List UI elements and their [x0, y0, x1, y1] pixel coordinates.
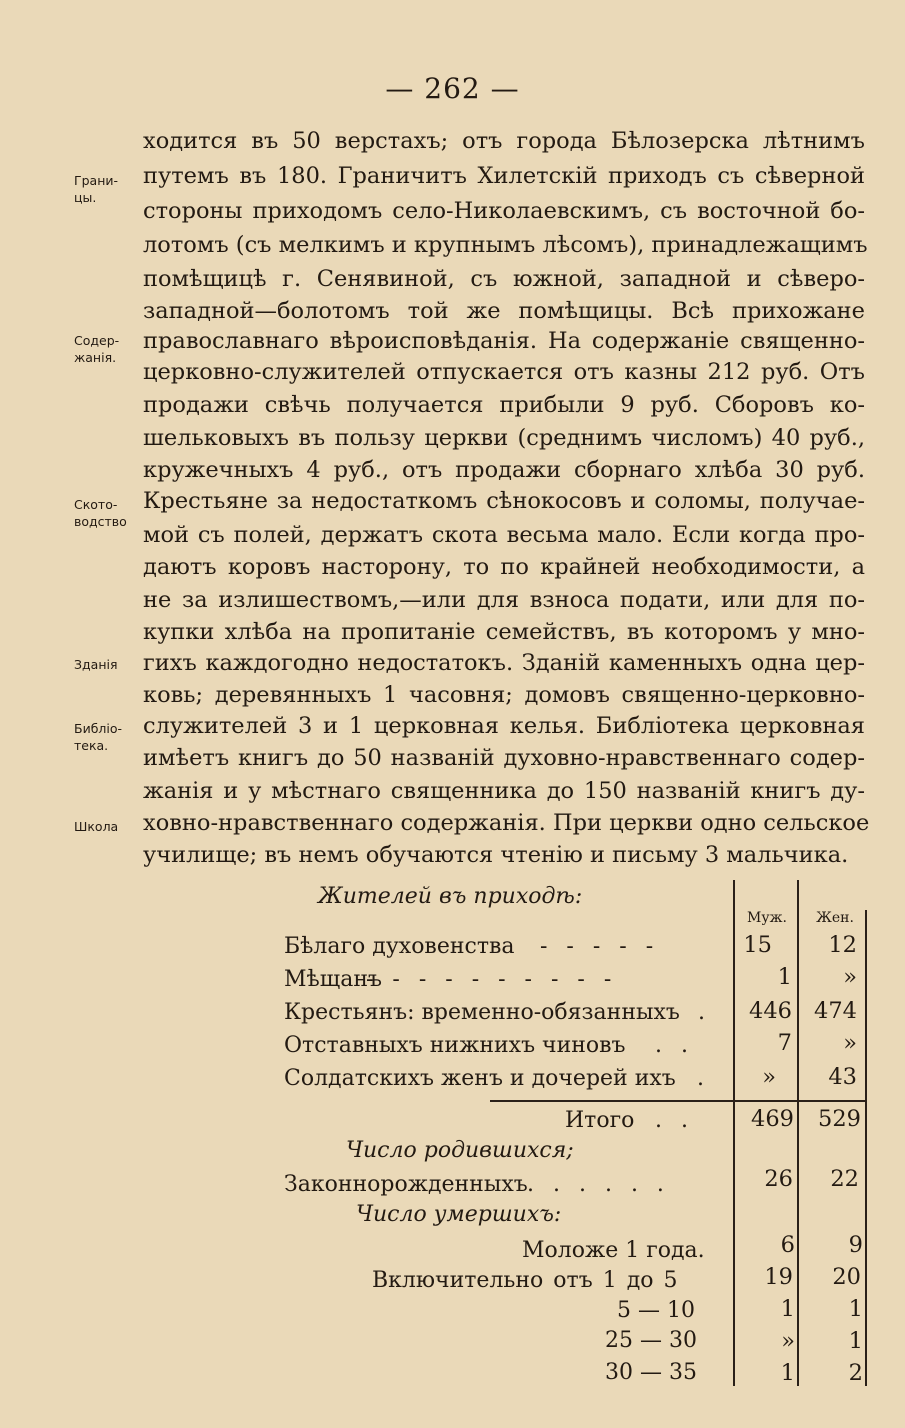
female-value: 1	[848, 1328, 863, 1354]
row-label: Солдатскихъ женъ и дочерей ихъ	[284, 1066, 676, 1091]
text-line: западной—болотомъ той же помѣщицы. Всѣ прихожане	[143, 298, 865, 324]
female-value: 9	[848, 1232, 863, 1258]
text-line: кружечныхъ 4 руб., отъ продажи сборнаго хлѣба 30 руб.	[143, 457, 865, 483]
residents-header: Жителей въ приходѣ:	[318, 884, 583, 909]
text-line: имѣетъ книгъ до 50 названій духовно-нравственнаго содер-	[143, 745, 865, 771]
margin-note-livestock: Ското- водство	[74, 497, 127, 529]
row-label: Моложе 1 года.	[522, 1238, 705, 1263]
female-value: 12	[828, 932, 857, 958]
text-line: шельковыхъ въ пользу церкви (среднимъ числомъ) 40 руб.,	[143, 425, 865, 451]
male-value: 19	[764, 1264, 793, 1290]
female-value: 1	[848, 1296, 863, 1322]
female-value: 43	[828, 1064, 857, 1090]
margin-note-library: Библіо- тека.	[74, 721, 123, 753]
text-line: путемъ въ 180. Граничитъ Хилетскій приходъ съ сѣверной	[143, 163, 865, 189]
text-line: служителей 3 и 1 церковная келья. Библіотека церковная	[143, 713, 865, 739]
text-line: ховно-нравственнаго содержанія. При церкви одно сельское	[143, 810, 870, 836]
margin-note-school: Школа	[74, 819, 119, 834]
female-total: 529	[818, 1106, 861, 1132]
text-line: мой съ полей, держатъ скота весьма мало. Если когда про-	[143, 522, 865, 548]
row-label: Мѣщанъ	[284, 967, 383, 992]
page-number: — 262 —	[385, 72, 520, 105]
female-value: »	[843, 1030, 857, 1056]
male-value: 1	[780, 1360, 795, 1386]
margin-note-maintenance: Содер- жанія.	[74, 333, 120, 365]
column-header-male: Муж.	[747, 910, 787, 926]
row-dots: . .	[655, 1033, 694, 1058]
female-value: 474	[814, 998, 857, 1024]
row-label: Бѣлаго духовенства	[284, 934, 515, 959]
text-line: церковно-служителей отпускается отъ казны 212 руб. Отъ	[143, 359, 865, 385]
row-dots: - - - - - - - - - -	[366, 967, 618, 992]
total-dots: . .	[655, 1108, 694, 1133]
text-line: православнаго вѣроисповѣданія. На содержаніе священно-	[143, 328, 865, 354]
female-value: 22	[830, 1166, 859, 1192]
text-line: ковь; деревянныхъ 1 часовня; домовъ священно-церковно-	[143, 682, 865, 708]
births-header: Число родившихся;	[346, 1138, 574, 1163]
margin-note-buildings: Зданія	[74, 657, 118, 672]
text-line: не за излишествомъ,—или для взноса подати, или для по-	[143, 587, 865, 613]
text-line: купки хлѣба на пропитаніе семействъ, въ которомъ у мно-	[143, 619, 865, 645]
margin-note-borders: Грани- цы.	[74, 173, 119, 205]
total-label: Итого	[565, 1108, 635, 1133]
row-dots: - - - - -	[540, 934, 660, 959]
text-line: училище; въ немъ обучаются чтенію и письму 3 мальчика.	[143, 842, 849, 868]
total-separator	[490, 1100, 867, 1102]
male-value: 446	[749, 998, 792, 1024]
row-label: 30 — 35	[605, 1360, 697, 1385]
vline-right	[865, 910, 867, 1386]
male-value: 1	[777, 964, 792, 990]
text-line: стороны приходомъ село-Николаевскимъ, съ восточной бо-	[143, 198, 865, 224]
male-value: 15	[743, 932, 772, 958]
row-label: Включительно отъ 1 до 5	[372, 1268, 678, 1293]
male-value: »	[781, 1328, 795, 1354]
male-value: 1	[780, 1296, 795, 1322]
row-dots: .	[697, 1066, 710, 1091]
column-header-female: Жен.	[816, 910, 854, 926]
male-total: 469	[751, 1106, 794, 1132]
text-line: гихъ каждогодно недостатокъ. Зданій каменныхъ одна цер-	[143, 650, 865, 676]
text-line: жанія и у мѣстнаго священника до 150 названій книгъ ду-	[143, 778, 865, 804]
row-label: Отставныхъ нижнихъ чиновъ	[284, 1033, 626, 1058]
female-value: »	[843, 964, 857, 990]
row-label: 25 — 30	[605, 1328, 697, 1353]
text-line: лотомъ (съ мелкимъ и крупнымъ лѣсомъ), принадлежащимъ	[143, 232, 868, 258]
deaths-header: Число умершихъ:	[356, 1202, 562, 1227]
female-value: 2	[848, 1360, 863, 1386]
text-line: Крестьяне за недостаткомъ сѣнокосовъ и соломы, получае-	[143, 488, 865, 514]
text-line: продажи свѣчь получается прибыли 9 руб. Сборовъ ко-	[143, 392, 865, 418]
text-line: ходится въ 50 верстахъ; отъ города Бѣлозерска лѣтнимъ	[143, 128, 865, 154]
text-line: даютъ коровъ насторону, то по крайней необходимости, а	[143, 554, 865, 580]
row-label: 5 — 10	[617, 1298, 695, 1323]
row-label: Законнорожденныхъ	[284, 1172, 528, 1197]
row-dots: .	[698, 1000, 711, 1025]
male-value: »	[762, 1064, 776, 1090]
male-value: 26	[764, 1166, 793, 1192]
row-dots: . . . . . .	[527, 1172, 670, 1197]
row-label: Крестьянъ: временно-обязанныхъ	[284, 1000, 680, 1025]
male-value: 7	[777, 1030, 792, 1056]
male-value: 6	[780, 1232, 795, 1258]
female-value: 20	[832, 1264, 861, 1290]
text-line: помѣщицѣ г. Сенявиной, съ южной, западной и сѣверо-	[143, 266, 865, 292]
